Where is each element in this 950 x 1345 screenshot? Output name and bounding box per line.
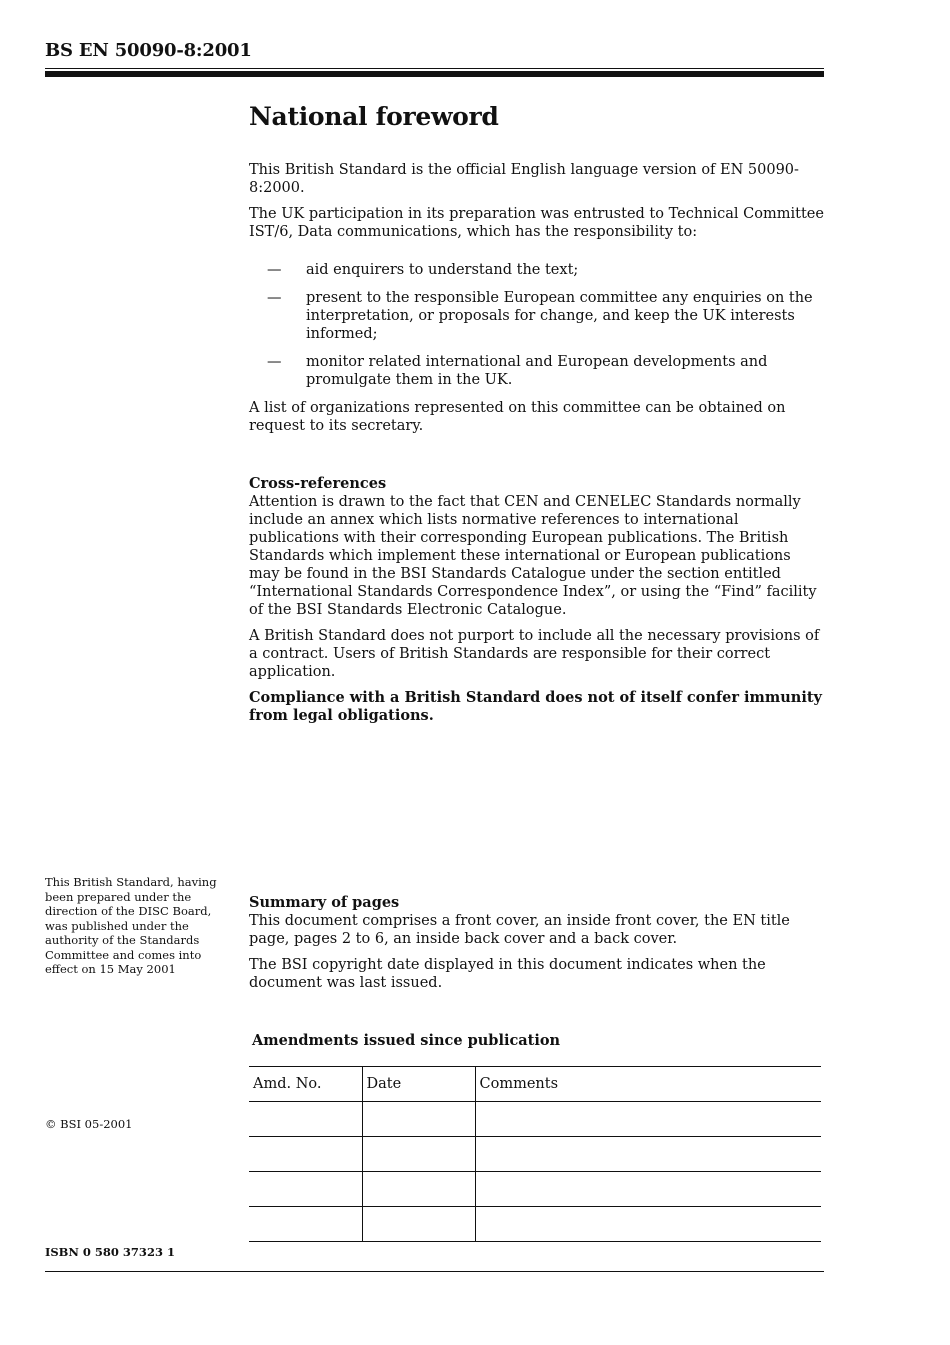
list-item xyxy=(249,353,824,389)
list-item xyxy=(249,261,824,279)
table-row xyxy=(249,1137,821,1172)
column-header-date: Date xyxy=(362,1067,475,1102)
list-item-text: aid enquirers to understand the text; xyxy=(306,262,579,278)
table-cell xyxy=(249,1102,362,1137)
document-id: BS EN 50090-8:2001 xyxy=(45,40,252,61)
intro-paragraph-2: The UK participation in its preparation was entrusted to Technical Committee IST/6, Data communications, which has the responsibility to: xyxy=(249,206,824,240)
table-cell xyxy=(249,1137,362,1172)
responsibility-list xyxy=(249,261,824,389)
table-cell xyxy=(362,1207,475,1242)
page-title: National foreword xyxy=(249,102,499,131)
table-row xyxy=(249,1172,821,1207)
table-cell xyxy=(475,1207,821,1242)
table-cell xyxy=(249,1172,362,1207)
cross-references-paragraph: Attention is drawn to the fact that CEN and CENELEC Standards normally include an annex which lists normative references to international publications with their corresponding European publications. The British Standards which implement these international or European publications may be found in the BSI Standards Catalogue under the section entitled “International Standards Correspondence Index”, or using the “Find” facility of the BSI Standards Electronic Catalogue. xyxy=(249,494,817,618)
column-header-comments: Comments xyxy=(475,1067,821,1102)
list-dash: — xyxy=(267,290,282,306)
table-cell xyxy=(362,1137,475,1172)
list-item-text: present to the responsible European committee any enquiries on the interpretation, or proposals for change, and keep the UK interests informed; xyxy=(306,290,813,342)
table-cell xyxy=(475,1137,821,1172)
committee-list-note: A list of organizations represented on this committee can be obtained on request to its secretary. xyxy=(249,400,786,434)
compliance-statement: Compliance with a British Standard does not of itself confer immunity from legal obligations. xyxy=(249,689,822,724)
header-rule-thick xyxy=(45,71,824,77)
footer-rule xyxy=(45,1271,824,1272)
contract-paragraph: A British Standard does not purport to include all the necessary provisions of a contract. Users of British Standards are responsible for their correct application. xyxy=(249,628,820,680)
list-item-text: monitor related international and European developments and promulgate them in the UK. xyxy=(306,354,768,388)
summary-of-pages xyxy=(249,894,824,1000)
intro-paragraph-1: This British Standard is the official English language version of EN 50090-8:2000. xyxy=(249,162,799,196)
table-row xyxy=(249,1102,821,1137)
list-dash: — xyxy=(267,262,282,278)
table-row xyxy=(249,1207,821,1242)
main-content xyxy=(249,100,824,733)
list-item xyxy=(249,289,824,343)
table-cell xyxy=(475,1172,821,1207)
table-cell xyxy=(249,1207,362,1242)
amendments-table xyxy=(249,1066,821,1242)
table-cell xyxy=(362,1102,475,1137)
column-header-amd-no: Amd. No. xyxy=(249,1067,362,1102)
table-cell xyxy=(362,1172,475,1207)
cross-references-heading: Cross-references xyxy=(249,475,387,492)
amendments-title: Amendments issued since publication xyxy=(252,1032,561,1049)
summary-paragraph-1: This document comprises a front cover, an inside front cover, the EN title page, pages 2 to 6, an inside back cover and a back cover. xyxy=(249,913,790,947)
summary-heading: Summary of pages xyxy=(249,894,400,911)
table-header-row xyxy=(249,1067,821,1102)
copyright-notice: © BSI 05-2001 xyxy=(45,1117,133,1131)
header-rule-thin xyxy=(45,68,824,69)
isbn: ISBN 0 580 37323 1 xyxy=(45,1245,175,1259)
publication-note: This British Standard, having been prepared under the direction of the DISC Board, was published under the authority of the Standards Committee and comes into effect on 15 May 2001 xyxy=(45,875,217,976)
table-cell xyxy=(475,1102,821,1137)
summary-paragraph-2: The BSI copyright date displayed in this document indicates when the document was last issued. xyxy=(249,957,766,991)
list-dash: — xyxy=(267,354,282,370)
